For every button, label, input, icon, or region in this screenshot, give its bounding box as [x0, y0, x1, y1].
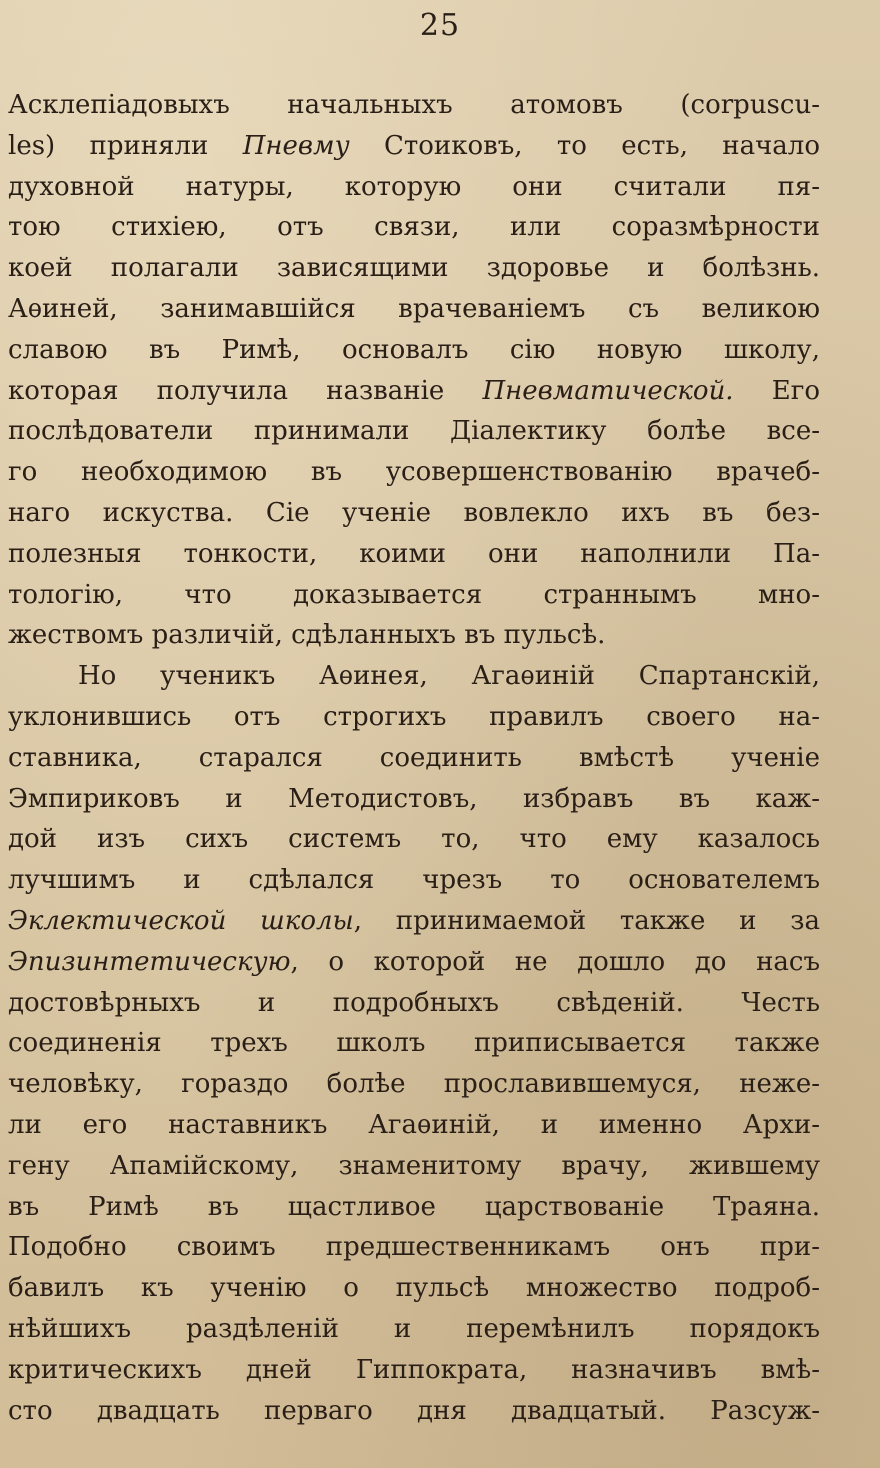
body-text — [8, 85, 820, 1431]
text-segment: нѣйшихъ раздѣленiй и перемѣнилъ порядокъ — [8, 1313, 820, 1344]
text-line — [8, 615, 820, 656]
text-segment: критическихъ дней Гиппократа, назначивъ вмѣ- — [8, 1354, 820, 1385]
text-segment: духовной натуры, которую они считали пя- — [8, 171, 820, 202]
text-line — [8, 207, 820, 248]
text-line — [8, 248, 820, 289]
text-segment: тологiю, что доказывается страннымъ мно- — [8, 579, 820, 610]
text-segment: Стоиковъ, то есть, начало — [349, 130, 820, 161]
text-line — [8, 289, 820, 330]
text-segment: жествомъ различiй, сдѣланныхъ въ пульсѣ. — [8, 620, 606, 651]
text-line — [8, 1227, 820, 1268]
text-line — [8, 126, 820, 167]
text-segment: гену Апамiйскому, знаменитому врачу, жившему — [8, 1150, 820, 1181]
text-line — [8, 371, 820, 412]
text-line — [8, 1187, 820, 1228]
text-segment: Подобно своимъ предшественникамъ онъ при- — [8, 1232, 820, 1263]
text-segment: которая получила названiе — [8, 375, 483, 406]
text-line — [8, 1105, 820, 1146]
text-line — [8, 779, 820, 820]
text-line — [8, 411, 820, 452]
text-segment: ли его наставникъ Агаѳинiй, и именно Архи- — [8, 1109, 820, 1140]
text-line — [8, 167, 820, 208]
text-line — [8, 983, 820, 1024]
text-line — [8, 1350, 820, 1391]
text-line — [8, 575, 820, 616]
text-segment: , принимаемой также и за — [353, 905, 820, 936]
text-segment: полезныя тонкости, коими они наполнили Па- — [8, 538, 820, 569]
text-line — [8, 452, 820, 493]
text-line — [8, 901, 820, 942]
text-line — [8, 942, 820, 983]
text-segment: сто двадцать перваго дня двадцатый. Разсуж- — [8, 1395, 820, 1426]
text-line — [8, 1268, 820, 1309]
text-line — [8, 85, 820, 126]
text-segment: тою стихiею, отъ связи, или соразмѣрности — [8, 212, 820, 243]
text-line — [8, 819, 820, 860]
text-segment: Эмпириковъ и Методистовъ, избравъ въ каж- — [8, 783, 820, 814]
text-segment: ставника, старался соединить вмѣстѣ ученiе — [8, 742, 820, 773]
text-line — [8, 1064, 820, 1105]
text-segment: бавилъ къ ученiю о пульсѣ множество подроб- — [8, 1273, 820, 1304]
italic-term: Пневму — [242, 130, 350, 161]
text-segment: , о которой не дошло до насъ — [290, 946, 820, 977]
text-segment: въ Римѣ въ щастливое царствованiе Траяна. — [8, 1191, 820, 1222]
text-segment: Аѳиней, занимавшiйся врачеванiемъ съ великою — [8, 293, 820, 324]
text-segment: достовѣрныхъ и подробныхъ свѣденiй. Честь — [8, 987, 820, 1018]
italic-term: Пневматической. — [482, 375, 734, 406]
text-segment: соединенiя трехъ школъ приписывается также — [8, 1028, 820, 1059]
text-segment: Его — [733, 375, 820, 406]
text-segment: наго искуства. Сiе ученiе вовлекло ихъ въ без- — [8, 497, 820, 528]
text-segment: послѣдователи принимали Дiалектику болѣе все- — [8, 416, 820, 447]
text-segment: дой изъ сихъ системъ то, что ему казалось — [8, 824, 820, 855]
text-line — [8, 656, 820, 697]
text-segment: человѣку, гораздо болѣе прославившемуся, неже- — [8, 1069, 820, 1100]
text-segment: коей полагали зависящими здоровье и болѣзнь. — [8, 253, 820, 284]
text-line — [8, 1309, 820, 1350]
text-line — [8, 738, 820, 779]
text-line — [8, 1391, 820, 1432]
text-line — [8, 330, 820, 371]
text-segment: го необходимою въ усовершенствованiю врачеб- — [8, 457, 820, 488]
text-segment: Но ученикъ Аѳинея, Агаѳинiй Спартанскiй, — [78, 661, 820, 692]
text-segment: лучшимъ и сдѣлался чрезъ то основателемъ — [8, 865, 820, 896]
italic-term: Эпизинтетическую — [8, 946, 291, 977]
text-segment: les) приняли — [8, 130, 243, 161]
text-line — [8, 1023, 820, 1064]
text-segment: Асклепiадовыхъ начальныхъ атомовъ (corpuscu- — [8, 90, 820, 120]
text-segment: славою въ Римѣ, основалъ сiю новую школу, — [8, 334, 820, 365]
page-number: 25 — [419, 8, 461, 43]
text-line — [8, 697, 820, 738]
text-segment: уклонившись отъ строгихъ правилъ своего на- — [8, 701, 820, 732]
text-line — [8, 1146, 820, 1187]
text-line — [8, 493, 820, 534]
italic-term: Эклектической школы — [8, 905, 354, 936]
text-line — [8, 860, 820, 901]
text-line — [8, 534, 820, 575]
